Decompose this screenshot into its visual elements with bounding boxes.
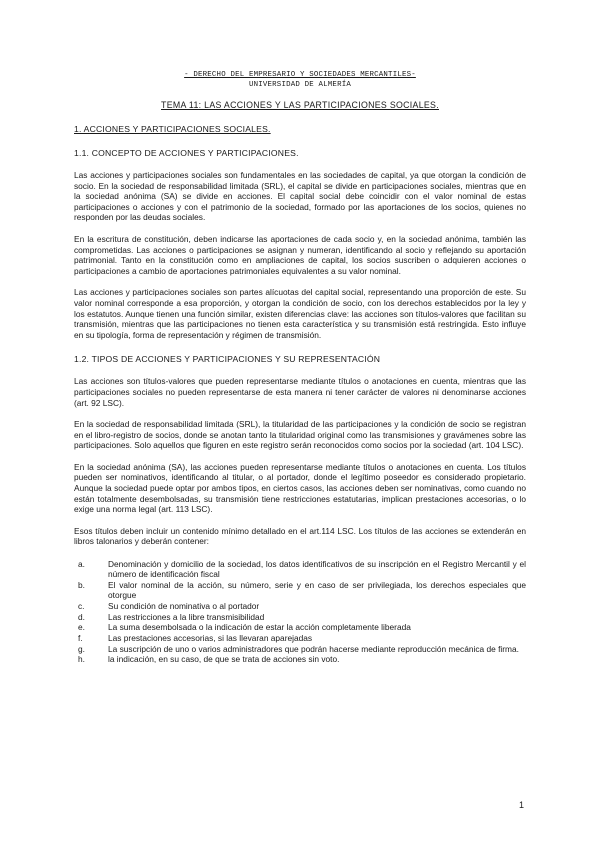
list-marker: d. (78, 611, 85, 622)
page-number: 1 (519, 800, 525, 810)
list-marker: h. (78, 654, 85, 665)
document-page (74, 70, 526, 681)
paragraph: En la escritura de constitución, deben indicarse las aportaciones de cada socio y, en la sociedad anónima, también las comprometidas. Las acciones o participaciones se asignan y numeran, identificando al socio y reflejando su aportación patrimonial. Tanto en la constitución como en ampliaciones de capital, los socios suscriben o adquieren acciones o participaciones a cambio de aportaciones patrimoniales equivalentes a su valor nominal. (74, 233, 526, 276)
subsection-heading-1-1: 1.1. CONCEPTO DE ACCIONES Y PARTICIPACIONES. (74, 148, 299, 158)
list-item-text: Su condición de nominativa o al portador (108, 601, 260, 611)
list-marker: g. (78, 643, 85, 654)
list-marker: c. (78, 601, 85, 611)
list-item (74, 633, 526, 643)
list-item (74, 559, 526, 580)
list-item-text: la indicación, en su caso, de que se trata de acciones sin voto. (108, 654, 340, 665)
list-item-text: Las restricciones a la libre transmisibilidad (108, 611, 265, 622)
list-item (74, 644, 526, 654)
list-item (74, 580, 526, 601)
section-heading-1: 1. ACCIONES Y PARTICIPACIONES SOCIALES. (74, 124, 271, 134)
list-item-text: El valor nominal de la acción, su número, serie y en caso de ser privilegiada, los derechos especiales que otorgue (108, 580, 526, 601)
paragraph: En la sociedad anónima (SA), las acciones pueden representarse mediante títulos o anotaciones en cuenta. Los títulos pueden ser nominativos, identificando al titular, o al portador, donde el legítimo poseedor es considerado propietario. Aunque la sociedad puede optar por ambos tipos, en ciertos casos, las acciones deben ser nominativas, como cuando no están totalmente desembolsadas, su transmisión tiene restricciones estatutarias, implican prestaciones accesorias, o lo exige una norma legal (art. 113 LSC). (74, 461, 526, 515)
list-item-text: Denominación y domicilio de la sociedad, los datos identificativos de su inscripción en el Registro Mercantil y el número de identificación fiscal (108, 559, 526, 580)
list-item-text: La suscripción de uno o varios administradores que podrán hacerse mediante reproducción mecánica de firma. (108, 643, 519, 654)
paragraph: Las acciones y participaciones sociales son fundamentales en las sociedades de capital, ya que otorgan la condición de socio. En la sociedad de responsabilidad limitada (SRL), el capital se divide en participaciones sociales, mientras que en la sociedad anónima (SA) se divide en acciones. El capital social debe coincidir con el valor nominal de estas participaciones o acciones y con el patrimonio de la sociedad, formado por las aportaciones de los socios, quienes no responden por las deudas sociales. (74, 170, 526, 223)
paragraph: En la sociedad de responsabilidad limitada (SRL), la titularidad de las participaciones y la condición de socio se registran en el libro-registro de socios, donde se anotan tanto la titularidad original como las transmisiones y gravámenes sobre las participaciones. Solo aquellos que figuren en este registro serán reconocidos como socios por la sociedad (art. 104 LSC). (74, 419, 526, 451)
paragraph: Las acciones son títulos-valores que pueden representarse mediante títulos o anotaciones en cuenta, mientras que las participaciones sociales no pueden representarse de esta manera ni tener carácter de valores ni denominarse acciones (art. 92 LSC). (74, 376, 526, 408)
header-course-title: - DERECHO DEL EMPRESARIO Y SOCIEDADES MERCANTILES- (184, 71, 416, 79)
paragraph: Las acciones y participaciones sociales son partes alícuotas del capital social, representando una proporción de este. Su valor nominal corresponde a esa proporción, y otorgan la condición de socio, con los derechos establecidos por la ley y los estatutos. Aunque tienen una función similar, existen diferencias clave: las acciones son títulos-valores que facilitan su transmisión, mientras que las participaciones no tienen esta característica y su transmisión está restringida. Esto influye en su tipología, forma de representación y régimen de transmisión. (74, 287, 526, 340)
list-item (74, 622, 526, 632)
list-item-text: La suma desembolsada o la indicación de estar la acción completamente liberada (108, 622, 411, 633)
subsection-heading-1-2: 1.2. TIPOS DE ACCIONES Y PARTICIPACIONES Y SU REPRESENTACIÓN (74, 354, 381, 365)
list-marker: e. (78, 622, 85, 633)
chapter-title: TEMA 11: LAS ACCIONES Y LAS PARTICIPACIONES SOCIALES. (161, 100, 439, 110)
document-header (74, 70, 526, 90)
list-item (74, 654, 526, 664)
list-item-text: Las prestaciones accesorias, si las llevaran aparejadas (108, 633, 313, 644)
list-marker: a. (78, 559, 85, 570)
list-marker: b. (78, 580, 85, 591)
header-university: UNIVERSIDAD DE ALMERÍA (249, 81, 351, 89)
list-marker: f. (78, 633, 83, 644)
paragraph: Esos títulos deben incluir un contenido mínimo detallado en el art.114 LSC. Los títulos de las acciones se extenderán en libros talonarios y deberán contener: (74, 525, 526, 547)
requirements-list (74, 559, 526, 665)
list-item (74, 601, 526, 611)
list-item (74, 612, 526, 622)
